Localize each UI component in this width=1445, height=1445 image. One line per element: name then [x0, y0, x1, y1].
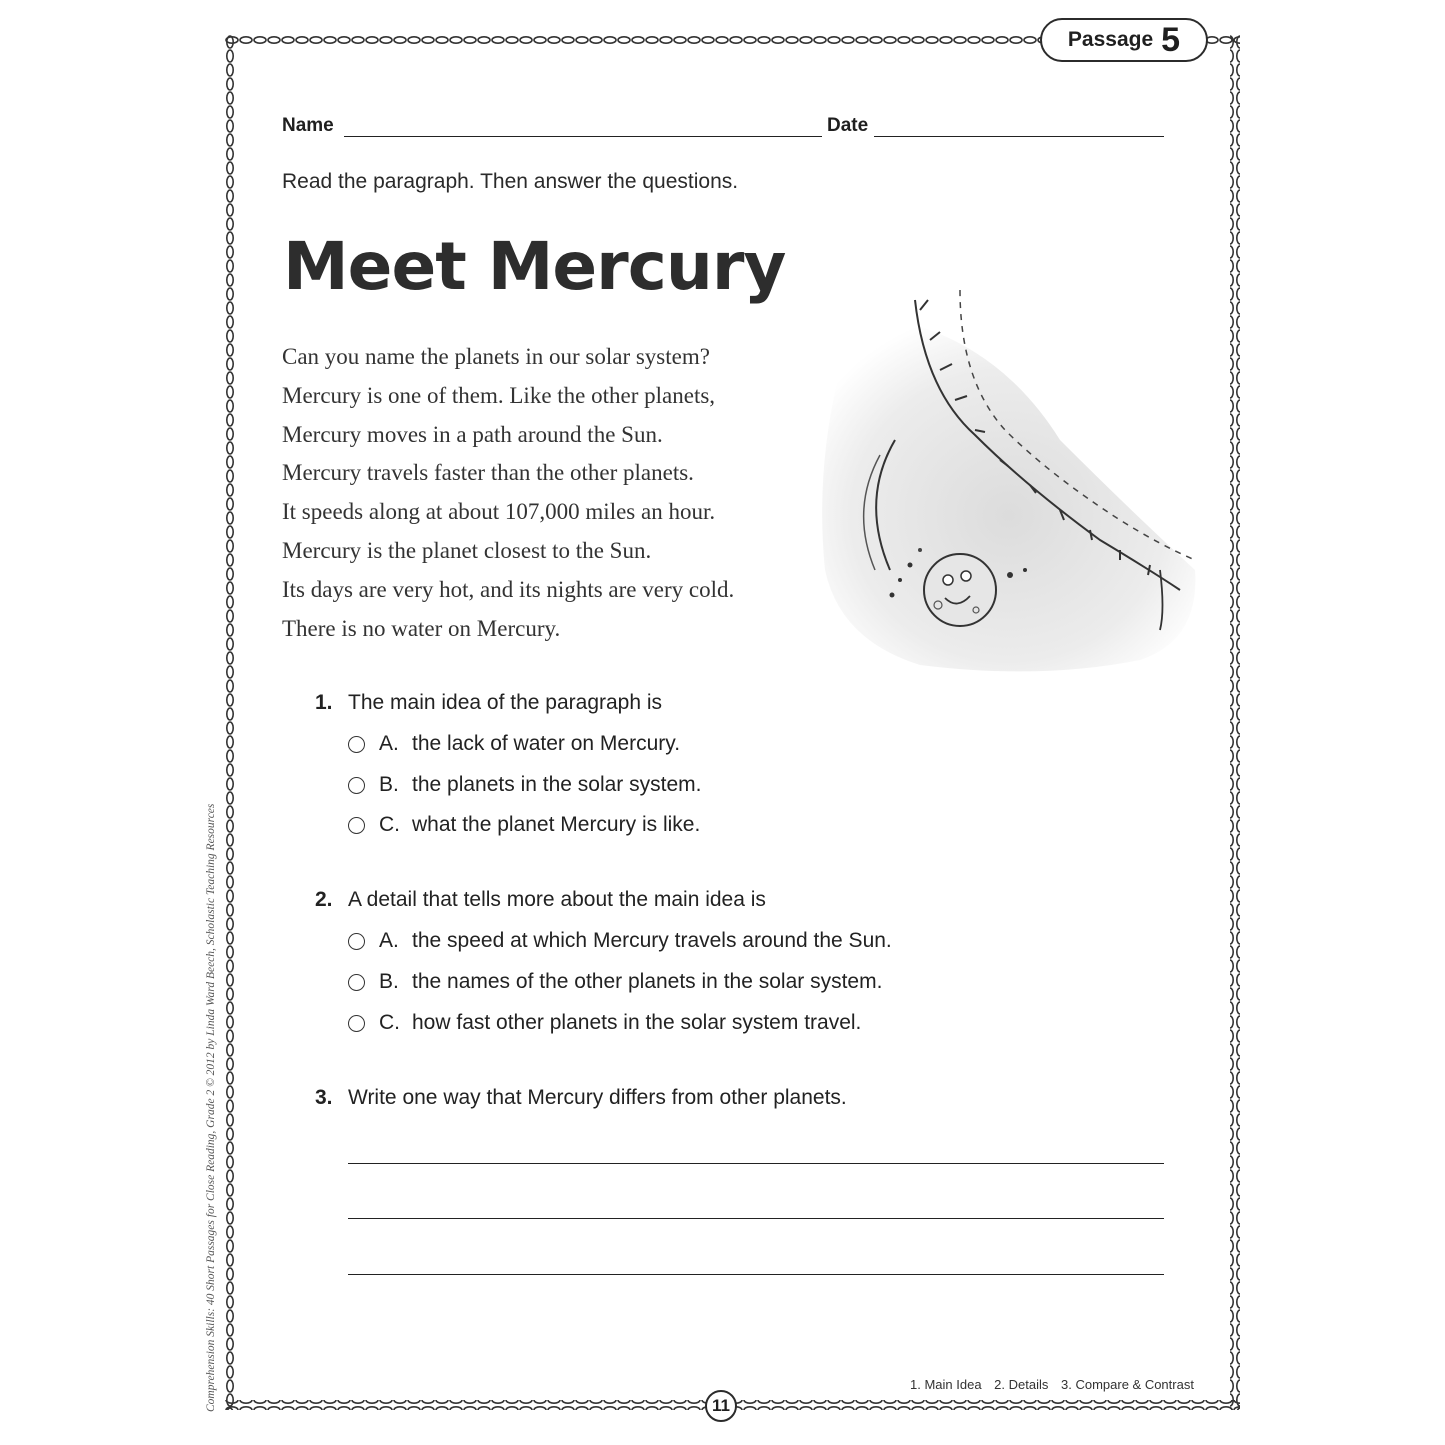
question-text: A detail that tells more about the main idea is [348, 888, 766, 911]
option-letter: C. [379, 1011, 400, 1034]
q1-option-b[interactable] [348, 773, 701, 797]
name-label: Name [282, 115, 334, 136]
option-letter: C. [379, 813, 400, 836]
option-text: the lack of water on Mercury. [412, 732, 681, 755]
option-text: how fast other planets in the solar system travel. [412, 1011, 862, 1034]
question-number: 2. [315, 888, 333, 911]
answer-line[interactable] [348, 1274, 1164, 1275]
skills-list [910, 1377, 1203, 1392]
page-number: 11 [705, 1390, 737, 1422]
skill-item: 2. Details [994, 1377, 1049, 1392]
name-field[interactable] [344, 136, 822, 137]
paragraph-line: It speeds along at about 107,000 miles an hour. [282, 499, 716, 525]
copyright-credit: Comprehension Skills: 40 Short Passages for Close Reading, Grade 2 © 2012 by Linda Ward Beech, Scholastic Teaching Resources [205, 803, 217, 1412]
question-2 [315, 888, 766, 912]
paragraph-line: Its days are very hot, and its nights are very cold. [282, 576, 735, 602]
q2-option-b[interactable] [348, 970, 882, 994]
option-letter: B. [379, 773, 399, 796]
mercury-planet-cartoon-icon [800, 270, 1210, 720]
answer-line[interactable] [348, 1163, 1164, 1164]
option-text: the speed at which Mercury travels around the Sun. [412, 929, 892, 952]
q1-option-a[interactable] [348, 732, 680, 756]
passage-tab [1040, 18, 1208, 62]
date-field[interactable] [874, 136, 1164, 137]
paragraph-line: Mercury is the planet closest to the Sun. [282, 537, 652, 563]
question-text: The main idea of the paragraph is [348, 691, 663, 714]
passage-title: Meet Mercury [283, 228, 786, 305]
q2-option-c[interactable] [348, 1011, 861, 1035]
skill-item: 3. Compare & Contrast [1061, 1377, 1194, 1392]
radio-button[interactable] [348, 933, 365, 950]
name-date-row [282, 115, 1164, 141]
option-letter: A. [379, 929, 399, 952]
paragraph-line: There is no water on Mercury. [282, 615, 561, 641]
radio-button[interactable] [348, 817, 365, 834]
option-letter: B. [379, 970, 399, 993]
radio-button[interactable] [348, 777, 365, 794]
radio-button[interactable] [348, 1015, 365, 1032]
q2-option-a[interactable] [348, 929, 892, 953]
option-text: the planets in the solar system. [412, 773, 702, 796]
paragraph-line: Can you name the planets in our solar system? [282, 344, 710, 369]
question-number: 3. [315, 1086, 333, 1109]
question-number: 1. [315, 691, 333, 714]
answer-line[interactable] [348, 1218, 1164, 1219]
option-text: what the planet Mercury is like. [412, 813, 701, 836]
option-letter: A. [379, 732, 399, 755]
q1-option-c[interactable] [348, 813, 700, 837]
paragraph-line: Mercury is one of them. Like the other planets, [282, 382, 716, 408]
skill-item: 1. Main Idea [910, 1377, 982, 1392]
instructions: Read the paragraph. Then answer the questions. [282, 170, 739, 193]
radio-button[interactable] [348, 736, 365, 753]
passage-label: Passage [1067, 28, 1154, 51]
option-text: the names of the other planets in the solar system. [412, 970, 883, 993]
passage-number: 5 [1161, 21, 1181, 59]
passage-paragraph [282, 338, 822, 648]
date-label: Date [827, 115, 869, 136]
question-text: Write one way that Mercury differs from other planets. [348, 1086, 847, 1109]
radio-button[interactable] [348, 974, 365, 991]
question-1 [315, 691, 662, 715]
question-3 [315, 1086, 847, 1110]
paragraph-line: Mercury moves in a path around the Sun. [282, 421, 663, 447]
paragraph-line: Mercury travels faster than the other planets. [282, 460, 694, 486]
